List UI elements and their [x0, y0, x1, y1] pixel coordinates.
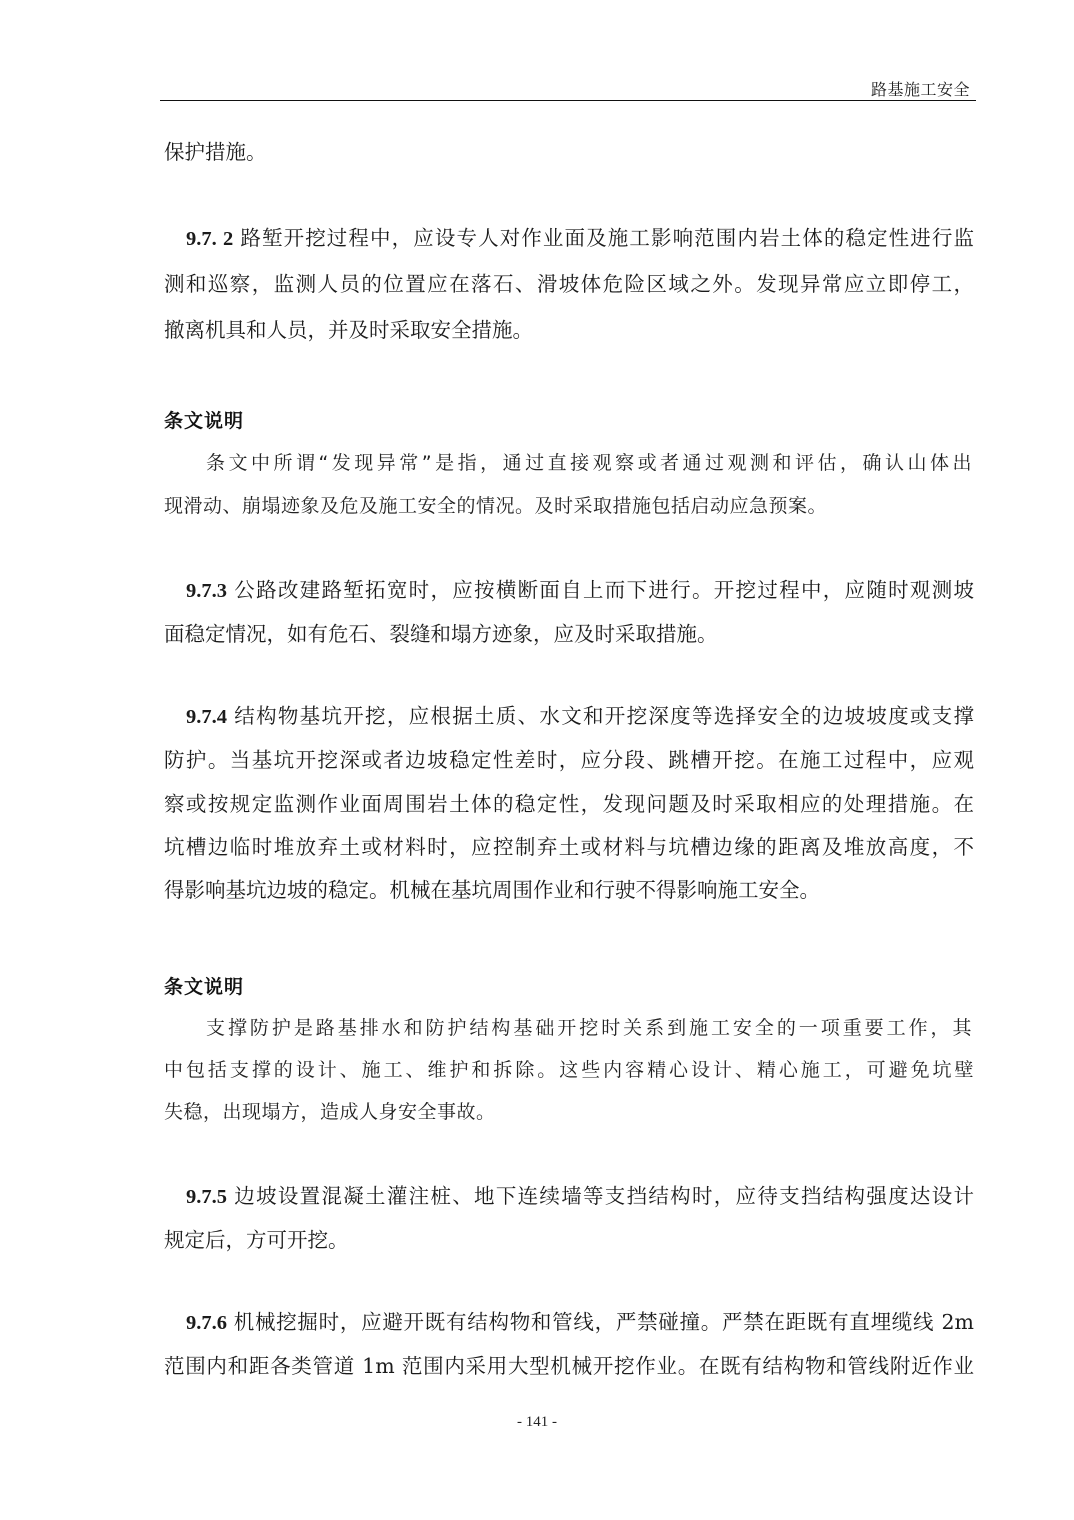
explanation-heading: 条文说明 [164, 976, 245, 998]
clause-9-7-4-line-1: 9.7.4 结构物基坑开挖，应根据土质、水文和开挖深度等选择安全的边坡坡度或支撑 [186, 704, 974, 728]
clause-number: 9.7. 2 [186, 228, 234, 250]
clause-number: 9.7.5 [186, 1186, 227, 1208]
clause-9-7-3-line-2: 面稳定情况，如有危石、裂缝和塌方迹象，应及时采取措施。 [164, 622, 718, 646]
clause-9-7-3-line-1: 9.7.3 公路改建路堑拓宽时，应按横断面自上而下进行。开挖过程中，应随时观测坡 [186, 578, 974, 602]
clause-9-7-4-line-3: 察或按规定监测作业面周围岩土体的稳定性，发现问题及时采取相应的处理措施。在 [164, 792, 974, 816]
clause-number: 9.7.3 [186, 580, 227, 602]
explanation-heading: 条文说明 [164, 410, 245, 432]
clause-9-7-5-line-2: 规定后，方可开挖。 [164, 1228, 349, 1252]
clause-9-7-6-line-1: 9.7.6 机械挖掘时，应避开既有结构物和管线，严禁碰撞。严禁在距既有直埋缆线 2m [186, 1310, 974, 1334]
clause-9-7-6-line-2: 范围内和距各类管道 1m 范围内采用大型机械开挖作业。在既有结构物和管线附近作业 [164, 1354, 974, 1378]
clause-number: 9.7.4 [186, 706, 227, 728]
explanation-2-line-3: 失稳，出现塌方，造成人身安全事故。 [164, 1101, 496, 1123]
clause-9-7-5-line-1: 9.7.5 边坡设置混凝土灌注桩、地下连续墙等支挡结构时，应待支挡结构强度达设计 [186, 1184, 974, 1208]
clause-number: 9.7.6 [186, 1312, 227, 1334]
header-divider [160, 100, 976, 101]
continuation-line: 保护措施。 [164, 140, 267, 164]
clause-9-7-2-line-1: 9.7. 2 路堑开挖过程中，应设专人对作业面及施工影响范围内岩土体的稳定性进行监 [186, 226, 975, 250]
clause-9-7-4-line-5: 得影响基坑边坡的稳定。机械在基坑周围作业和行驶不得影响施工安全。 [164, 878, 820, 902]
clause-9-7-2-line-2: 测和巡察，监测人员的位置应在落石、滑坡体危险区域之外。发现异常应立即停工， [164, 272, 974, 296]
clause-9-7-2-line-3: 撤离机具和人员，并及时采取安全措施。 [164, 318, 533, 342]
page-number: - 141 - [517, 1414, 557, 1430]
explanation-2-line-1: 支撑防护是路基排水和防护结构基础开挖时关系到施工安全的一项重要工作，其 [206, 1017, 972, 1039]
explanation-1-line-1: 条文中所谓“发现异常”是指，通过直接观察或者通过观测和评估，确认山体出 [206, 452, 972, 474]
clause-9-7-4-line-2: 防护。当基坑开挖深或者边坡稳定性差时，应分段、跳槽开挖。在施工过程中，应观 [164, 748, 974, 772]
running-header-title: 路基施工安全 [870, 80, 970, 99]
explanation-2-line-2: 中包括支撑的设计、施工、维护和拆除。这些内容精心设计、精心施工，可避免坑壁 [164, 1059, 974, 1081]
clause-9-7-4-line-4: 坑槽边临时堆放弃土或材料时，应控制弃土或材料与坑槽边缘的距离及堆放高度，不 [164, 835, 974, 859]
explanation-1-line-2: 现滑动、崩塌迹象及危及施工安全的情况。及时采取措施包括启动应急预案。 [164, 495, 828, 517]
